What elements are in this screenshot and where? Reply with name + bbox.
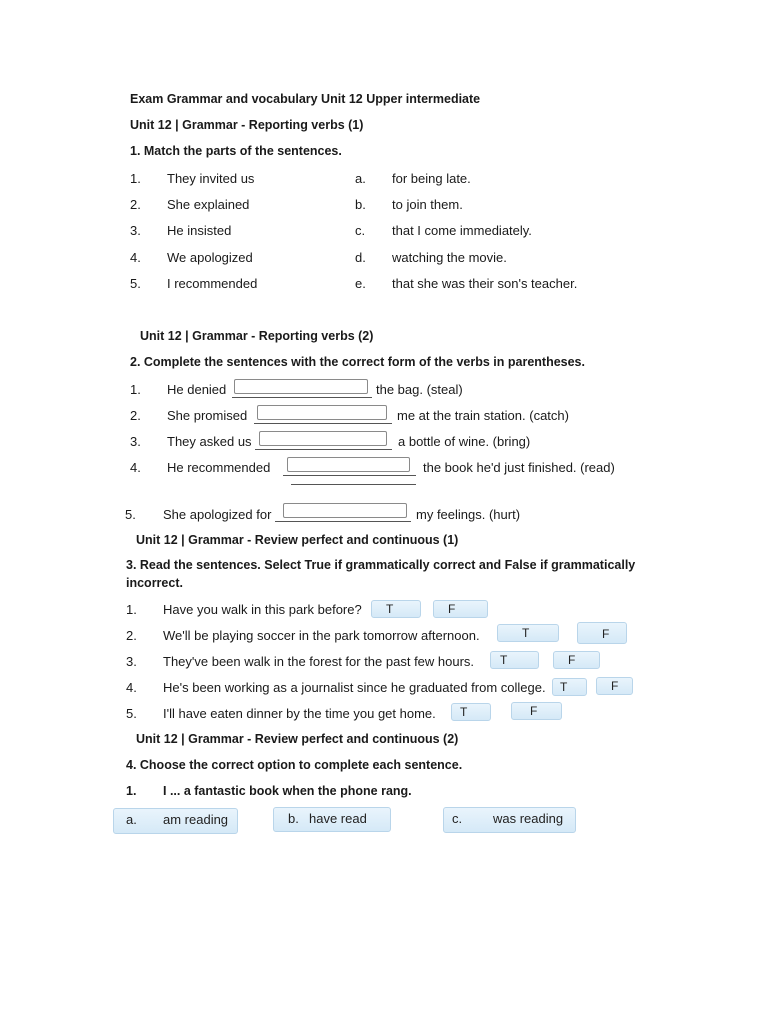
section-4-heading: Unit 12 | Grammar - Review perfect and continuous (2) xyxy=(136,732,459,746)
match-left: I recommended xyxy=(167,276,258,291)
false-button[interactable]: F xyxy=(511,702,562,720)
match-letter: e. xyxy=(355,276,366,291)
option-letter: a. xyxy=(126,812,137,827)
fill-num: 3. xyxy=(130,434,141,449)
answer-underline xyxy=(254,423,392,424)
section-1-instruction: 1. Match the parts of the sentences. xyxy=(130,144,342,158)
fill-after: my feelings. (hurt) xyxy=(416,507,521,522)
fill-before: He denied xyxy=(167,382,227,397)
option-b-button[interactable] xyxy=(273,807,391,832)
option-letter: c. xyxy=(452,811,463,826)
match-num: 2. xyxy=(130,197,141,212)
answer-underline xyxy=(275,521,411,522)
fill-after: a bottle of wine. (bring) xyxy=(398,434,531,449)
answer-input-4[interactable] xyxy=(287,457,410,472)
false-button[interactable]: F xyxy=(433,600,488,618)
true-button[interactable]: T xyxy=(497,624,559,642)
answer-input-2[interactable] xyxy=(257,405,387,420)
answer-input-3[interactable] xyxy=(259,431,387,446)
fill-after: me at the train station. (catch) xyxy=(397,408,569,423)
section-1-heading: Unit 12 | Grammar - Reporting verbs (1) xyxy=(130,118,364,132)
match-left: They invited us xyxy=(167,171,255,186)
section-3-heading: Unit 12 | Grammar - Review perfect and continuous (1) xyxy=(136,533,459,547)
match-right: watching the movie. xyxy=(392,250,507,265)
fill-after: the book he'd just finished. (read) xyxy=(423,460,615,475)
match-right: to join them. xyxy=(392,197,463,212)
tf-num: 5. xyxy=(126,706,137,721)
answer-input-5[interactable] xyxy=(283,503,407,518)
page-title: Exam Grammar and vocabulary Unit 12 Upper intermediate xyxy=(130,92,481,106)
section-2-heading: Unit 12 | Grammar - Reporting verbs (2) xyxy=(140,329,374,343)
true-button[interactable]: T xyxy=(371,600,421,618)
tf-num: 4. xyxy=(126,680,137,695)
fill-num: 4. xyxy=(130,460,141,475)
fill-num: 2. xyxy=(130,408,141,423)
tf-num: 3. xyxy=(126,654,137,669)
option-letter: b. xyxy=(288,811,299,826)
option-c-button[interactable] xyxy=(443,807,576,833)
match-left: He insisted xyxy=(167,223,232,238)
match-letter: d. xyxy=(355,250,366,265)
match-right: that she was their son's teacher. xyxy=(392,276,578,291)
true-button[interactable]: T xyxy=(552,678,587,696)
answer-underline xyxy=(283,475,416,476)
fill-before: He recommended xyxy=(167,460,271,475)
true-button[interactable]: T xyxy=(490,651,539,669)
tf-sentence: We'll be playing soccer in the park tomorrow afternoon. xyxy=(163,628,480,643)
false-button[interactable]: F xyxy=(577,622,627,644)
tf-sentence: They've been walk in the forest for the past few hours. xyxy=(163,654,475,669)
section-4-instruction: 4. Choose the correct option to complete each sentence. xyxy=(126,758,463,772)
match-right: for being late. xyxy=(392,171,471,186)
fill-num: 1. xyxy=(130,382,141,397)
fill-num: 5. xyxy=(125,507,136,522)
match-num: 5. xyxy=(130,276,141,291)
answer-underline-extra xyxy=(291,484,416,485)
match-letter: a. xyxy=(355,171,366,186)
fill-before: She promised xyxy=(167,408,248,423)
tf-sentence: I'll have eaten dinner by the time you get home. xyxy=(163,706,436,721)
answer-underline xyxy=(232,397,372,398)
question-num: 1. xyxy=(126,784,137,798)
fill-before: They asked us xyxy=(167,434,252,449)
false-button[interactable]: F xyxy=(596,677,633,695)
true-button[interactable]: T xyxy=(451,703,491,721)
match-num: 1. xyxy=(130,171,141,186)
fill-after: the bag. (steal) xyxy=(376,382,463,397)
answer-input-1[interactable] xyxy=(234,379,368,394)
option-text: was reading xyxy=(493,811,564,826)
match-num: 4. xyxy=(130,250,141,265)
section-3-instruction: 3. Read the sentences. Select True if grammatically correct and False if grammatically xyxy=(126,558,636,572)
option-text: am reading xyxy=(163,812,229,827)
tf-num: 2. xyxy=(126,628,137,643)
option-a-button[interactable] xyxy=(113,808,238,834)
section-2-instruction: 2. Complete the sentences with the correct form of the verbs in parentheses. xyxy=(130,355,585,369)
false-button[interactable]: F xyxy=(553,651,600,669)
match-right: that I come immediately. xyxy=(392,223,532,238)
option-text: have read xyxy=(309,811,367,826)
match-left: She explained xyxy=(167,197,250,212)
match-letter: c. xyxy=(355,223,366,238)
match-num: 3. xyxy=(130,223,141,238)
fill-before: She apologized for xyxy=(163,507,272,522)
tf-sentence: He's been working as a journalist since he graduated from college. xyxy=(163,680,546,695)
section-3-instruction-cont: incorrect. xyxy=(126,576,183,590)
question-text: I ... a fantastic book when the phone rang. xyxy=(163,784,412,798)
tf-num: 1. xyxy=(126,602,137,617)
match-left: We apologized xyxy=(167,250,253,265)
tf-sentence: Have you walk in this park before? xyxy=(163,602,362,617)
answer-underline xyxy=(255,449,392,450)
match-letter: b. xyxy=(355,197,366,212)
